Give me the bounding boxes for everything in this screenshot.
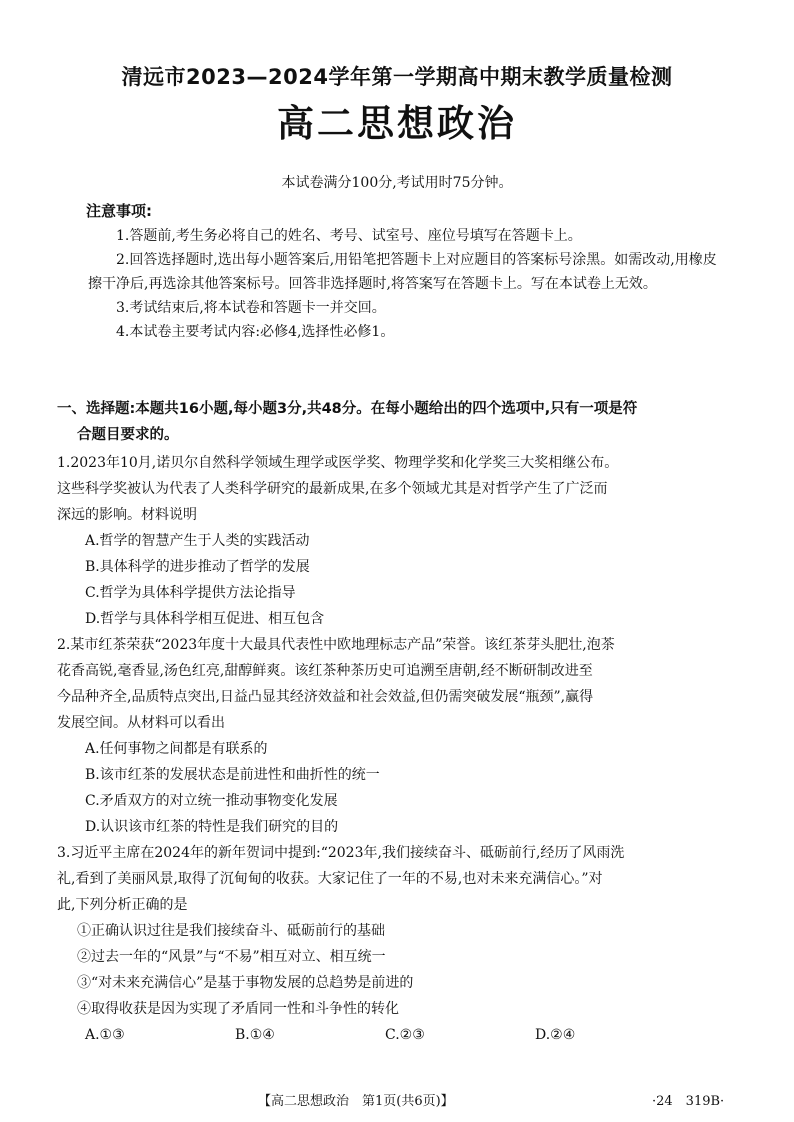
question-stem-line: 3.习近平主席在2024年的新年贺词中提到:“2023年,我们接续奋斗、砥砺前行,经历了风雨洗 <box>57 845 625 861</box>
subject-title: 高二思想政治 <box>277 102 517 145</box>
exam-header <box>0 60 794 152</box>
question-2 <box>57 632 747 840</box>
question-stem-line: 花香高锐,毫香显,汤色红亮,甜醇鲜爽。该红茶种茶历史可追溯至唐朝,经不断研制改进至 <box>57 663 593 679</box>
question-stem-line: 发展空间。从材料可以看出 <box>57 715 225 731</box>
section-heading-line: 一、选择题:本题共16小题,每小题3分,共48分。在每小题给出的四个选项中,只有一项是符 <box>57 401 638 417</box>
option-d: D.认识该市红茶的特性是我们研究的目的 <box>85 819 339 835</box>
question-stem-line: 深远的影响。材料说明 <box>57 507 197 523</box>
choice-b: B.①④ <box>235 1027 275 1043</box>
choice-a: A.①③ <box>85 1027 125 1043</box>
statement-2: ②过去一年的“风景”与“不易”相互对立、相互统一 <box>77 949 386 965</box>
question-stem-line: 此,下列分析正确的是 <box>57 897 188 913</box>
notice-item: 2.回答选择题时,选出每小题答案后,用铅笔把答题卡上对应题目的答案标号涂黑。如需改动,用橡皮擦干净后,再选涂其他答案标号。回答非选择题时,将答案写在答题卡上。写在本试卷上无效。 <box>88 252 717 292</box>
notice-item: 3.考试结束后,将本试卷和答题卡一并交回。 <box>116 300 386 316</box>
option-d: D.哲学与具体科学相互促进、相互包含 <box>85 611 325 627</box>
question-1 <box>57 450 747 632</box>
exam-title: 清远市2023—2024学年第一学期高中期末教学质量检测 <box>121 65 673 89</box>
question-stem-line: 这些科学奖被认为代表了人类科学研究的最新成果,在多个领域尤其是对哲学产生了广泛而 <box>57 481 608 497</box>
option-c: C.矛盾双方的对立统一推动事物变化发展 <box>85 793 338 809</box>
choice-d: D.②④ <box>535 1027 576 1043</box>
question-stem-line: 1.2023年10月,诺贝尔自然科学领域生理学或医学奖、物理学奖和化学奖三大奖相继公布。 <box>57 455 619 471</box>
question-stem-line: 2.某市红茶荣获“2023年度十大最具代表性中欧地理标志产品”荣誉。该红茶芽头肥壮,泡茶 <box>57 637 615 653</box>
section-heading <box>57 396 747 448</box>
question-stem-line: 礼,看到了美丽风景,取得了沉甸甸的收获。大家记住了一年的不易,也对未来充满信心。”对 <box>57 871 603 887</box>
option-c: C.哲学为具体科学提供方法论指导 <box>85 585 296 601</box>
option-b: B.具体科学的进步推动了哲学的发展 <box>85 559 310 575</box>
footer-page-label: 【高二思想政治 第1页(共6页)】 <box>258 1094 454 1109</box>
section-heading-line: 合题目要求的。 <box>77 427 179 443</box>
question-stem-line: 今品种齐全,品质特点突出,日益凸显其经济效益和社会效益,但仍需突破发展“瓶颈”,赢得 <box>57 689 594 705</box>
option-a: A.任何事物之间都是有联系的 <box>85 741 268 757</box>
notice-item: 4.本试卷主要考试内容:必修4,选择性必修1。 <box>116 324 395 340</box>
notice-item: 1.答题前,考生务必将自己的姓名、考号、试室号、座位号填写在答题卡上。 <box>116 228 582 244</box>
statement-4: ④取得收获是因为实现了矛盾同一性和斗争性的转化 <box>77 1001 399 1017</box>
question-3 <box>57 840 747 1048</box>
option-a: A.哲学的智慧产生于人类的实践活动 <box>85 533 310 549</box>
statement-3: ③“对未来充满信心”是基于事物发展的总趋势是前进的 <box>77 975 414 991</box>
option-b: B.该市红茶的发展状态是前进性和曲折性的统一 <box>85 767 380 783</box>
choice-c: C.②③ <box>385 1027 425 1043</box>
statement-1: ①正确认识过往是我们接续奋斗、砥砺前行的基础 <box>77 923 385 939</box>
question-list <box>57 450 747 1048</box>
exam-info: 本试卷满分100分,考试用时75分钟。 <box>281 175 513 191</box>
footer-code: ·24 319B· <box>652 1094 725 1109</box>
answer-choices <box>57 1022 747 1048</box>
notice-block <box>88 198 728 344</box>
notice-title: 注意事项: <box>86 202 152 220</box>
